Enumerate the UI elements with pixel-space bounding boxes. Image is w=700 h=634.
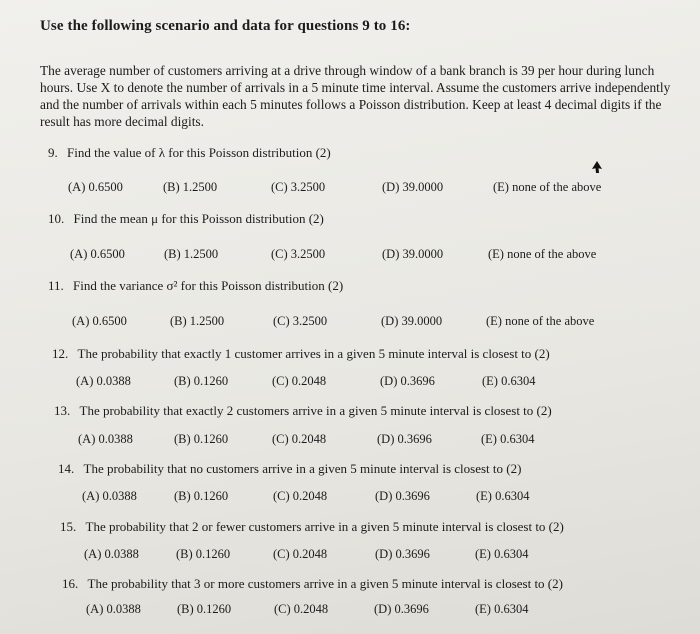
option-b: (B) 0.1260 bbox=[174, 489, 229, 503]
option-a: (A) 0.6500 bbox=[68, 180, 123, 194]
scenario-paragraph: The average number of customers arriving at a drive through window of a bank branch is 39 per hour during lunch hours. Use X to denote the number of arrivals in a 5 minute time interval. Assume the customers arrive independently and the number of arrivals within each 5 minutes follows a Poisson distribution. Keep at least 4 decimal digits if the result has more decimal digits. bbox=[40, 63, 671, 129]
question-number: 13. bbox=[54, 403, 71, 418]
option-c: (C) 0.2048 bbox=[274, 602, 329, 616]
option-c: (C) 3.2500 bbox=[271, 180, 326, 194]
option-c: (C) 0.2048 bbox=[272, 432, 327, 446]
option-c: (C) 3.2500 bbox=[271, 247, 326, 261]
option-b: (B) 0.1260 bbox=[176, 547, 231, 561]
option-e: (E) 0.6304 bbox=[476, 489, 530, 503]
option-b: (B) 0.1260 bbox=[177, 602, 232, 616]
option-c: (C) 3.2500 bbox=[273, 314, 328, 328]
option-a: (A) 0.0388 bbox=[78, 432, 133, 446]
option-b: (B) 1.2500 bbox=[164, 247, 219, 261]
option-a: (A) 0.6500 bbox=[70, 247, 125, 261]
question-number: 10. bbox=[48, 211, 65, 226]
question-12 bbox=[52, 346, 550, 362]
question-number: 14. bbox=[58, 461, 75, 476]
question-text: The probability that no customers arrive in a given 5 minute interval is closest to (2) bbox=[83, 461, 522, 476]
option-b: (B) 0.1260 bbox=[174, 374, 229, 388]
option-d: (D) 39.0000 bbox=[381, 314, 443, 328]
option-a: (A) 0.0388 bbox=[76, 374, 131, 388]
option-a: (A) 0.6500 bbox=[72, 314, 127, 328]
question-9 bbox=[48, 145, 331, 161]
question-11 bbox=[48, 278, 343, 294]
question-text: Find the variance σ² for this Poisson distribution (2) bbox=[73, 278, 344, 293]
question-text: The probability that 2 or fewer customers arrive in a given 5 minute interval is closest to (2) bbox=[85, 519, 564, 534]
question-text: The probability that exactly 1 customer arrives in a given 5 minute interval is closest to (2) bbox=[77, 346, 550, 361]
question-text: Find the mean μ for this Poisson distribution (2) bbox=[73, 211, 324, 226]
question-14 bbox=[58, 461, 521, 477]
option-c: (C) 0.2048 bbox=[273, 547, 328, 561]
question-10 bbox=[48, 211, 324, 227]
option-d: (D) 39.0000 bbox=[382, 247, 444, 261]
option-e: (E) none of the above bbox=[488, 247, 597, 261]
option-d: (D) 0.3696 bbox=[377, 432, 432, 446]
question-text: The probability that exactly 2 customers arrive in a given 5 minute interval is closest to (2) bbox=[79, 403, 552, 418]
option-d: (D) 0.3696 bbox=[375, 547, 430, 561]
option-a: (A) 0.0388 bbox=[86, 602, 141, 616]
option-a: (A) 0.0388 bbox=[84, 547, 139, 561]
option-e: (E) 0.6304 bbox=[481, 432, 535, 446]
question-number: 16. bbox=[62, 576, 79, 591]
question-text: The probability that 3 or more customers arrive in a given 5 minute interval is closest to (2) bbox=[87, 576, 563, 591]
question-number: 11. bbox=[48, 278, 64, 293]
option-b: (B) 0.1260 bbox=[174, 432, 229, 446]
option-d: (D) 39.0000 bbox=[382, 180, 444, 194]
question-number: 12. bbox=[52, 346, 69, 361]
cursor-icon bbox=[590, 160, 604, 174]
option-d: (D) 0.3696 bbox=[374, 602, 429, 616]
option-b: (B) 1.2500 bbox=[163, 180, 218, 194]
option-c: (C) 0.2048 bbox=[273, 489, 328, 503]
option-e: (E) 0.6304 bbox=[482, 374, 536, 388]
option-a: (A) 0.0388 bbox=[82, 489, 137, 503]
option-d: (D) 0.3696 bbox=[380, 374, 435, 388]
question-number: 15. bbox=[60, 519, 77, 534]
question-13 bbox=[54, 403, 552, 419]
option-e: (E) 0.6304 bbox=[475, 547, 529, 561]
option-d: (D) 0.3696 bbox=[375, 489, 430, 503]
option-e: (E) 0.6304 bbox=[475, 602, 529, 616]
option-b: (B) 1.2500 bbox=[170, 314, 225, 328]
question-number: 9. bbox=[48, 145, 58, 160]
question-16 bbox=[62, 576, 563, 592]
option-e: (E) none of the above bbox=[486, 314, 595, 328]
question-15 bbox=[60, 519, 564, 535]
question-text: Find the value of λ for this Poisson distribution (2) bbox=[67, 145, 331, 160]
option-e: (E) none of the above bbox=[493, 180, 602, 194]
option-c: (C) 0.2048 bbox=[272, 374, 327, 388]
page-heading: Use the following scenario and data for questions 9 to 16: bbox=[40, 18, 411, 34]
